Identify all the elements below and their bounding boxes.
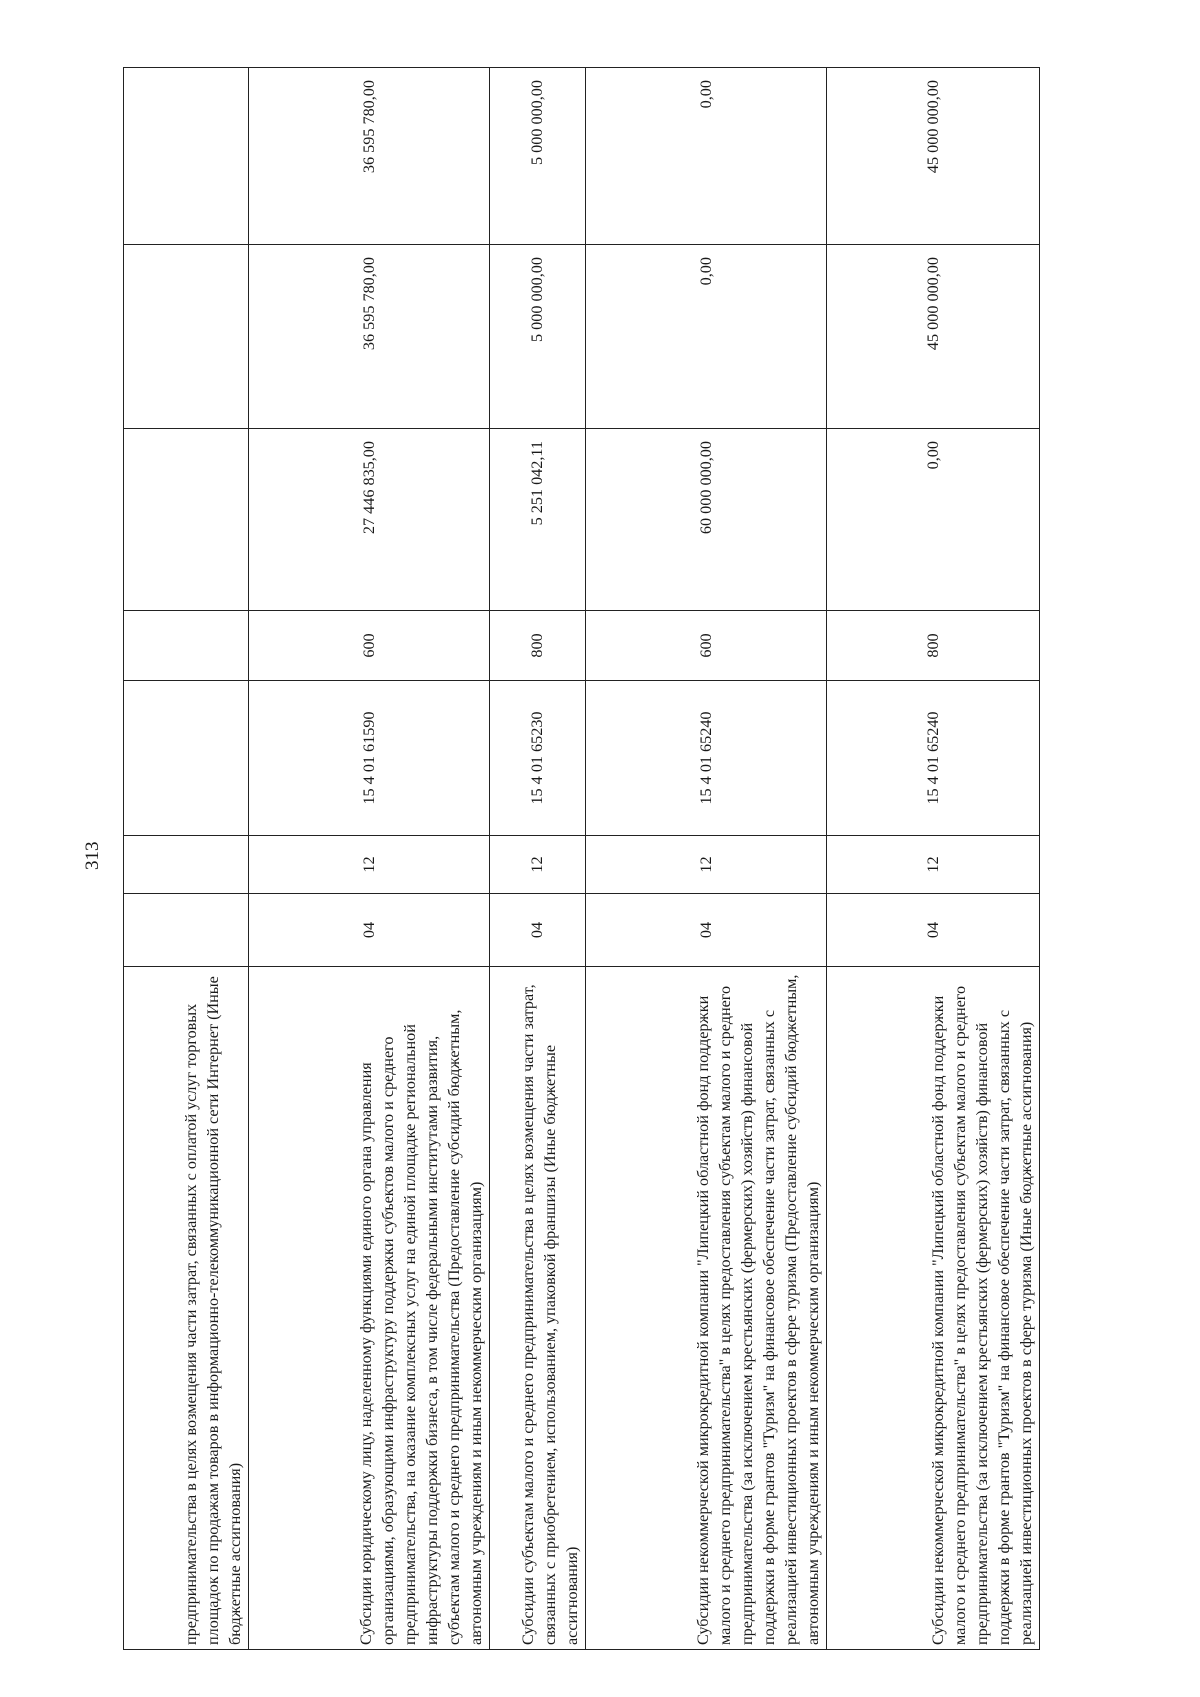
expense-kind-code [124,611,249,681]
page-number: 313 [82,841,103,870]
subsection-code: 12 [490,836,586,894]
amount-year-1: 0,00 [827,429,1040,611]
section-code: 04 [586,894,827,967]
target-article-code: 15 4 01 65240 [586,681,827,836]
section-code [124,894,249,967]
amount-year-3: 36 595 780,00 [249,68,490,245]
expense-kind-code: 600 [249,611,490,681]
target-article-code [124,681,249,836]
subsection-code: 12 [249,836,490,894]
amount-year-2 [124,245,249,429]
subsection-code: 12 [827,836,1040,894]
table-row [827,68,1040,1650]
table-row [249,68,490,1650]
expense-kind-code: 800 [490,611,586,681]
target-article-code: 15 4 01 65230 [490,681,586,836]
section-code: 04 [249,894,490,967]
table-row [490,68,586,1650]
subsection-code: 12 [586,836,827,894]
amount-year-1: 60 000 000,00 [586,429,827,611]
target-article-code: 15 4 01 61590 [249,681,490,836]
section-code: 04 [827,894,1040,967]
target-article-code: 15 4 01 65240 [827,681,1040,836]
amount-year-2: 36 595 780,00 [249,245,490,429]
amount-year-2: 5 000 000,00 [490,245,586,429]
amount-year-2: 45 000 000,00 [827,245,1040,429]
row-description: предпринимательства в целях возмещения части затрат, связанных с оплатой услуг торговых площадок по продажам товаров в информационно-телекоммуникационной сети Интернет (Иные бюджетные ассигнования) [124,967,249,1650]
section-code: 04 [490,894,586,967]
amount-year-3: 0,00 [586,68,827,245]
amount-year-3: 5 000 000,00 [490,68,586,245]
row-description: Субсидии субъектам малого и среднего предпринимательства в целях возмещения части затрат, связанных с приобретением, использованием, упаковкой франшизы (Иные бюджетные ассигнования) [490,967,586,1650]
table-row [586,68,827,1650]
table-row [124,68,249,1650]
subsection-code [124,836,249,894]
budget-table-wrapper [123,67,1040,1650]
expense-kind-code: 600 [586,611,827,681]
row-description: Субсидии юридическому лицу, наделенному функциями единого органа управления организациями, образующими инфраструктуру поддержки субъектов малого и среднего предпринимательства, на оказание комплексных услуг на единой площадке региональной инфраструктуры поддержки бизнеса, в том числе федеральными институтами развития, субъектам малого и среднего предпринимательства (Предоставление субсидий бюджетным, автономным учреждениям и иным некоммерческим организациям) [249,967,490,1650]
amount-year-2: 0,00 [586,245,827,429]
amount-year-1: 5 251 042,11 [490,429,586,611]
amount-year-3: 45 000 000,00 [827,68,1040,245]
row-description: Субсидии некоммерческой микрокредитной компании "Липецкий областной фонд поддержки малого и среднего предпринимательства" в целях предоставления субъектам малого и среднего предпринимательства (за исключением крестьянских (фермерских) хозяйств) финансовой поддержки в форме грантов "Туризм" на финансовое обеспечение части затрат, связанных с реализацией инвестиционных проектов в сфере туризма (Предоставление субсидий бюджетным, автономным учреждениям и иным некоммерческим организациям) [586,967,827,1650]
row-description: Субсидии некоммерческой микрокредитной компании "Липецкий областной фонд поддержки малого и среднего предпринимательства" в целях предоставления субъектам малого и среднего предпринимательства (за исключением крестьянских (фермерских) хозяйств) финансовой поддержки в форме грантов "Туризм" на финансовое обеспечение части затрат, связанных с реализацией инвестиционных проектов в сфере туризма (Иные бюджетные ассигнования) [827,967,1040,1650]
budget-table [123,67,1040,1650]
amount-year-1 [124,429,249,611]
expense-kind-code: 800 [827,611,1040,681]
amount-year-1: 27 446 835,00 [249,429,490,611]
amount-year-3 [124,68,249,245]
